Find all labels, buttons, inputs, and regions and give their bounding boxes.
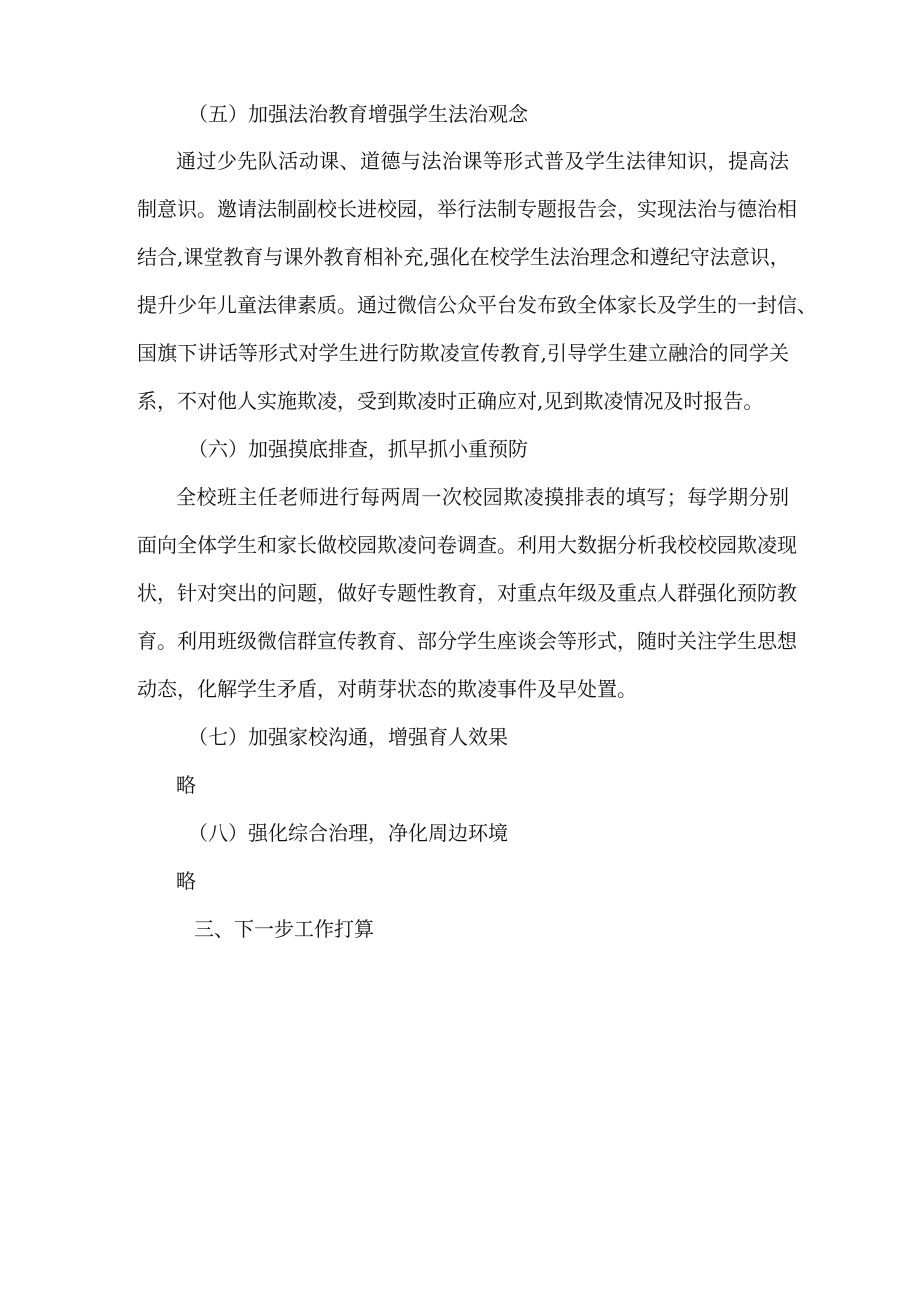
- paragraph-line: 提升少年儿童法律素质。通过微信公众平台发布致全体家长及学生的一封信、: [137, 293, 817, 317]
- paragraph-line: 全校班主任老师进行每两周一次校园欺凌摸排表的填写；每学期分别: [176, 485, 789, 509]
- section-7-heading: （七）加强家校沟通，增强育人效果: [188, 725, 508, 749]
- next-steps-heading: 三、下一步工作打算: [194, 917, 374, 941]
- section-8-body: 略: [176, 869, 196, 893]
- paragraph-line: 状，针对突出的问题，做好专题性教育，对重点年级及重点人群强化预防教: [137, 581, 797, 605]
- paragraph-line: 国旗下讲话等形式对学生进行防欺凌宣传教育,引导学生建立融洽的同学关: [137, 341, 789, 365]
- paragraph-line: 育。利用班级微信群宣传教育、部分学生座谈会等形式，随时关注学生思想: [137, 629, 797, 653]
- section-6-heading: （六）加强摸底排查，抓早抓小重预防: [188, 437, 528, 461]
- paragraph-line: 制意识。邀请法制副校长进校园，举行法制专题报告会，实现法治与德治相: [137, 197, 797, 221]
- section-8-heading: （八）强化综合治理，净化周边环境: [188, 821, 508, 845]
- paragraph-line: 通过少先队活动课、道德与法治课等形式普及学生法律知识，提高法: [176, 149, 789, 173]
- section-5-heading: （五）加强法治教育增强学生法治观念: [188, 102, 528, 126]
- paragraph-line: 结合,课堂教育与课外教育相补充,强化在校学生法治理念和遵纪守法意识，: [137, 245, 790, 269]
- paragraph-line: 面向全体学生和家长做校园欺凌问卷调查。利用大数据分析我校校园欺凌现: [137, 533, 797, 557]
- paragraph-line: 动态，化解学生矛盾，对萌芽状态的欺凌事件及早处置。: [137, 677, 637, 701]
- section-7-body: 略: [176, 773, 196, 797]
- paragraph-line: 系，不对他人实施欺凌，受到欺凌时正确应对,见到欺凌情况及时报告。: [137, 389, 764, 413]
